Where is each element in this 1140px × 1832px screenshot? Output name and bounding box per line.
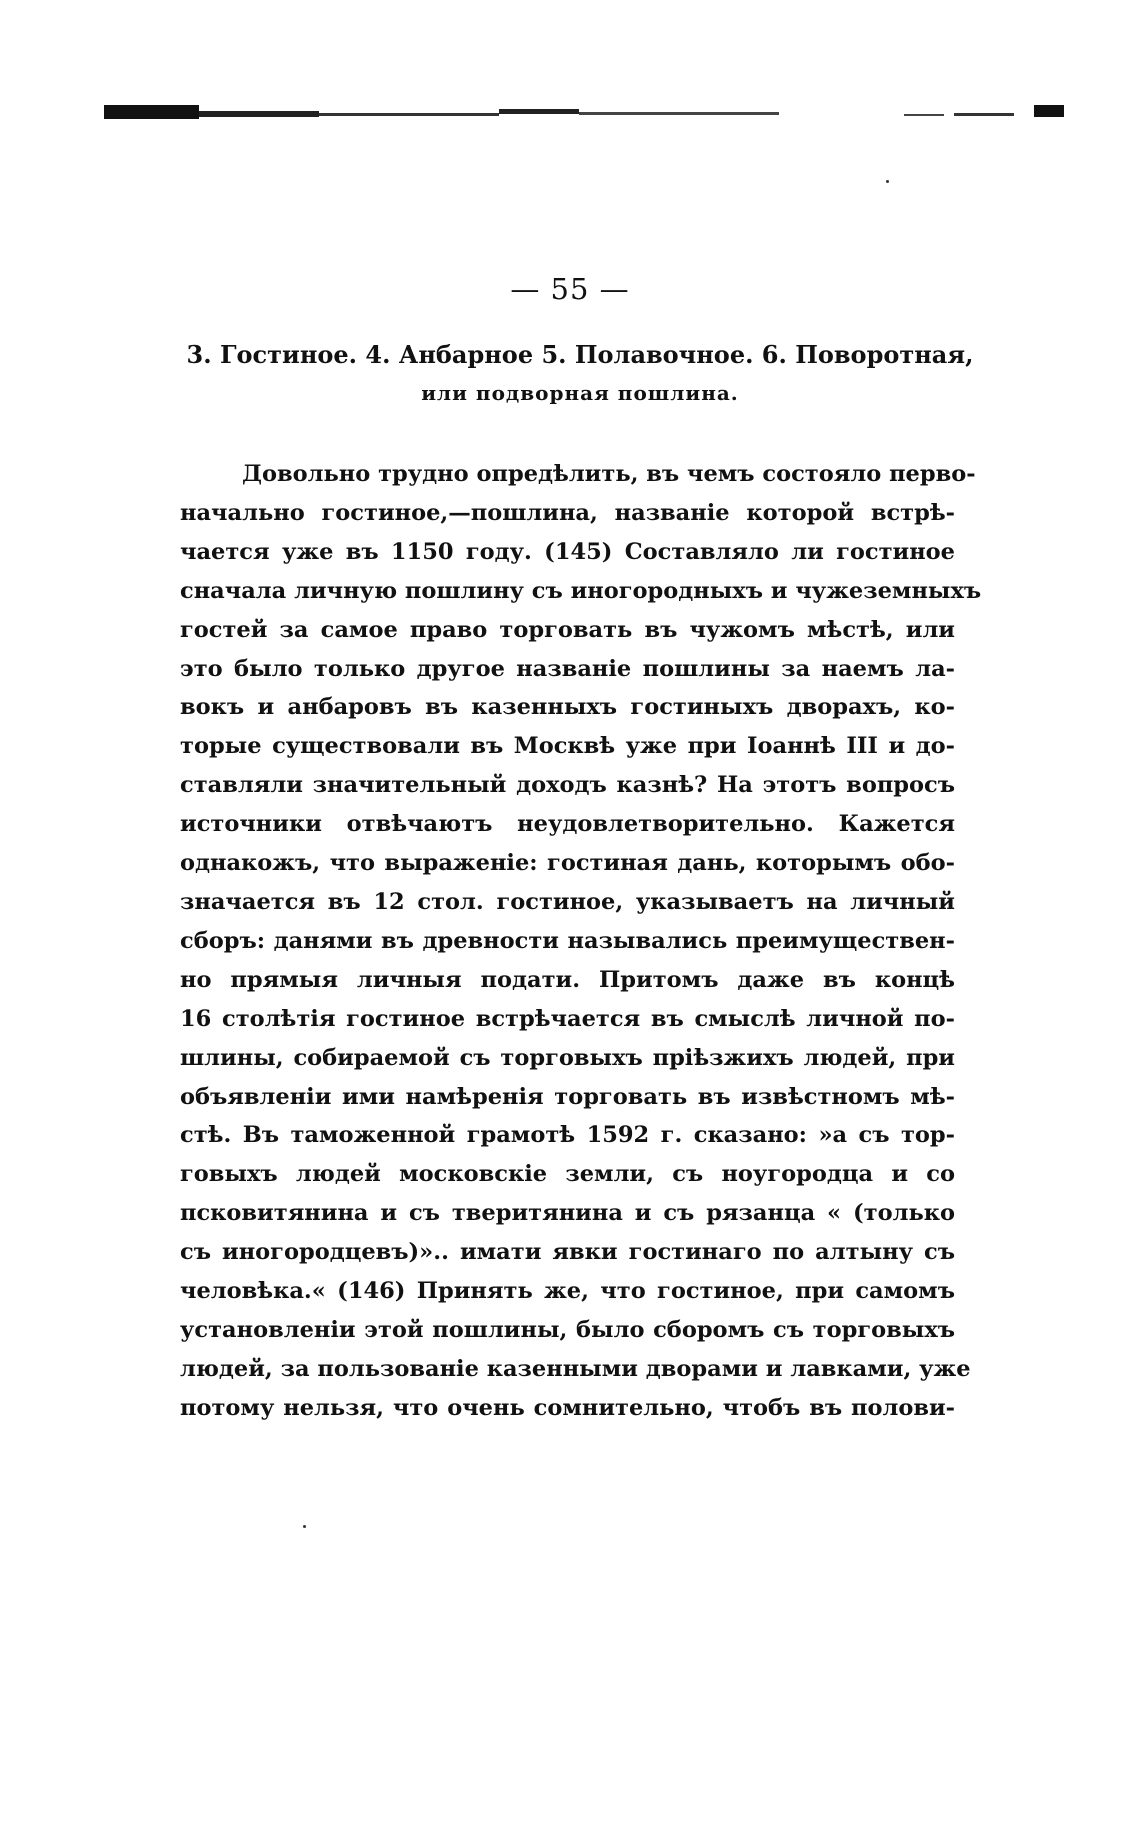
text-line: людей, за пользованіе казенными дворами и лавками, уже [180, 1355, 971, 1382]
text-line: шлины, собираемой съ торговыхъ пріѣзжихъ людей, при [180, 1044, 955, 1071]
text-line: сначала личную пошлину съ иногородныхъ и чужеземныхъ [180, 577, 982, 604]
text-line: источники отвѣчаютъ неудовлетворительно. Кажется [180, 811, 955, 838]
text-line: человѣка.« (146) Принять же, что гостиное, при самомъ [180, 1278, 955, 1305]
text-line: но прямыя личныя подати. Притомъ даже въ концѣ [180, 966, 955, 993]
text-line: вокъ и анбаровъ въ казенныхъ гостиныхъ дворахъ, ко- [180, 694, 955, 721]
text-line: установленіи этой пошлины, было сборомъ съ торговыхъ [180, 1316, 955, 1343]
page-number: — 55 — [510, 272, 630, 306]
text-line: начально гостиное,—пошлина, названіе которой встрѣ- [180, 499, 955, 526]
top-border-rule [104, 103, 1074, 125]
text-line: объявленіи ими намѣренія торговать въ извѣстномъ мѣ- [180, 1083, 955, 1110]
scan-speck [303, 1525, 306, 1528]
scan-speck [886, 180, 889, 183]
text-line: это было только другое названіе пошлины за наемъ ла- [180, 655, 955, 682]
text-line: значается въ 12 стол. гостиное, указываетъ на личный [180, 888, 955, 915]
text-line: говыхъ людей московскіе земли, съ ноугородца и со [180, 1161, 955, 1188]
body-paragraph [180, 455, 982, 1428]
text-line: псковитянина и съ тверитянина и съ рязанца « (только [180, 1200, 955, 1227]
text-line: ставляли значительный доходъ казнѣ? На этотъ вопросъ [180, 772, 955, 799]
text-line: потому нельзя, что очень сомнительно, чтобъ въ полови- [180, 1394, 955, 1421]
text-line: однакожъ, что выраженіе: гостиная дань, которымъ обо- [180, 850, 955, 877]
heading-line-1: 3. Гостиное. 4. Анбарное 5. Полавочное. 6. Поворотная, [186, 340, 974, 369]
text-line: 16 столѣтія гостиное встрѣчается въ смыслѣ личной по- [180, 1005, 955, 1032]
text-line: Довольно трудно опредѣлить, въ чемъ состояло перво- [242, 461, 976, 487]
section-heading [180, 336, 980, 412]
text-line: гостей за самое право торговать въ чужомъ мѣстѣ, или [180, 616, 955, 643]
text-line: торые существовали въ Москвѣ уже при Іоаннѣ III и до- [180, 733, 955, 760]
text-line: сборъ: данями въ древности назывались преимуществен- [180, 927, 955, 954]
heading-line-2: или подворная пошлина. [421, 381, 739, 405]
text-line: чается уже въ 1150 году. (145) Составляло ли гостиное [180, 538, 955, 565]
text-line: стѣ. Въ таможенной грамотѣ 1592 г. сказано: »а съ тор- [180, 1122, 955, 1149]
text-line: съ иногородцевъ)».. имати явки гостинаго по алтыну съ [180, 1239, 955, 1266]
